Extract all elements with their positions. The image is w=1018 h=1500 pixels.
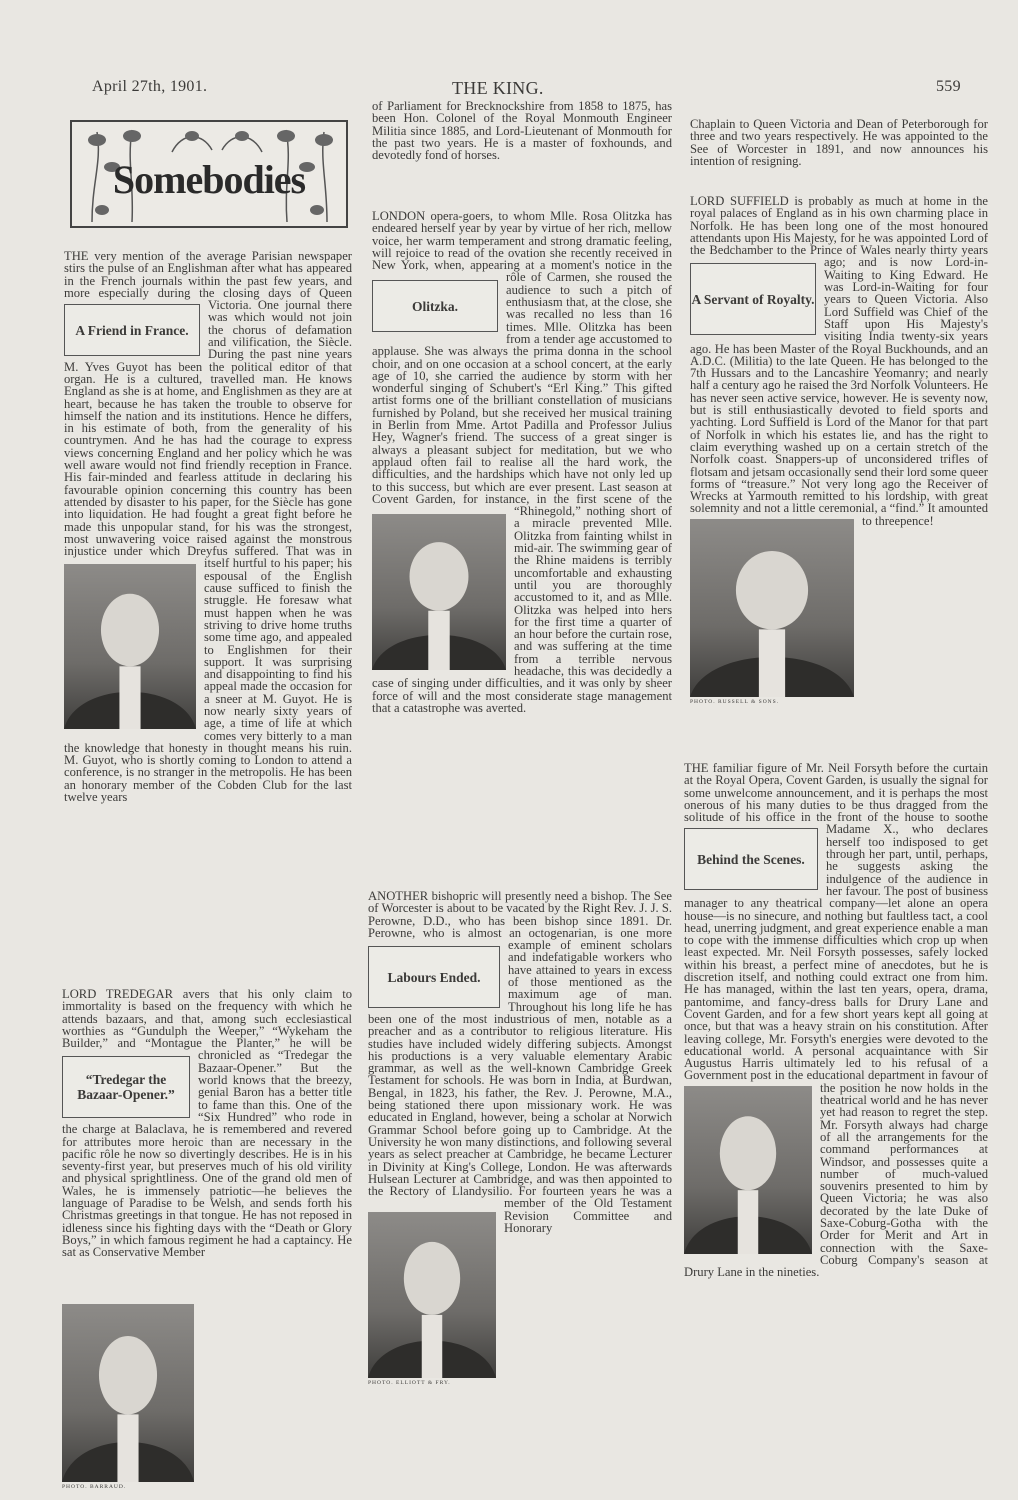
page-number: 559 — [936, 78, 961, 95]
article — [372, 210, 672, 714]
section-heading: “Tredegar the Bazaar-Opener.” — [77, 1072, 175, 1102]
portrait-icon — [372, 514, 506, 670]
portrait-icon — [368, 1212, 496, 1378]
photo-credit: PHOTO. BARRAUD. — [62, 1484, 127, 1490]
somebodies-logo — [70, 120, 348, 228]
article — [690, 118, 988, 167]
section-heading: A Servant of Royalty. — [691, 291, 815, 307]
section-heading-box — [368, 946, 500, 1008]
section-heading-box — [690, 263, 816, 335]
article — [372, 100, 672, 161]
photo-credit: PHOTO. ELLIOTT & FRY. — [368, 1380, 451, 1386]
article-text: of Parliament for Brecknockshire from 1858 to 1875, has been Hon. Colonel of the Royal Monmouth Engineer Militia since 1885, and Lord-Lieutenant of Monmouth for the past two years. He is a master of foxhounds, and devotedly fond of horses. — [372, 99, 672, 163]
section-heading-box — [64, 304, 200, 356]
section-heading-box — [62, 1056, 190, 1118]
portrait-icon — [690, 519, 854, 697]
section-heading-box — [372, 280, 498, 332]
portrait-icon — [62, 1304, 194, 1482]
portrait-photo — [64, 564, 196, 731]
article-text: LORD SUFFIELD is probably as much at home in the royal palaces of England as in his own charming place in Norfolk. He has been long one of the most honoured attendants upon His Majesty, for he was appointed Lord of the Bedchamber to the Prince of Wales nearly thirty years ago; and is now Lord-in-Waiting to King Edward. He was Lord-in-Waiting for four years to Queen Victoria. Also Lord Suffield was Chief of the Staff upon His Majesty's visiting India twenty-six years ago. He has been Master of the Royal Buckhounds, and an A.D.C. (Militia) to the late Queen. He has belonged to the 7th Hussars and to the Lancashire Yeomanry; and nearly half a century ago he raised the 3rd Norfolk Volunteers. He has never seen active service, however. He is seventy now, but is still enthusiastically devoted to field sports and yachting. Lord Suffield is Lord of the Manor for that part of Norfolk in which his estates lie, and has the right to claim everything washed up on a certain stretch of the Norfolk coast. Snappers-up of unconsidered trifles of flotsam and jetsam occasionally send their lord some queer forms of “treasure.” Not very long ago the Receiver of Wrecks at Yarmouth remitted to his lordship, with great solemnity and not a little ceremonial, a “find.” It amounted to threepence! — [690, 194, 988, 528]
section-heading-box — [684, 828, 818, 890]
section-heading: Behind the Scenes. — [697, 851, 805, 867]
section-heading: A Friend in France. — [75, 322, 189, 338]
article — [64, 250, 352, 803]
article — [368, 890, 672, 1389]
portrait-icon — [684, 1086, 812, 1254]
article-text: THE very mention of the average Parisian newspaper stirs the pulse of an Englishman after what has appeared in the French journals within the past few years, and more especially during the closing days of Queen Victoria. One journal there was which would not join the chorus of defamation and vilification, the Siècle. During the past nine years M. Yves Guyot has been the political editor of that organ. He is a cultured, travelled man. He knows England as she is at home, and Englishmen as they are at heart, because he has taken the trouble to observe for himself the nation and its institutions. Hence he differs, in his estimate of both, from the generality of his countrymen. And he has had the courage to express views concerning England and her policy which he was well aware would not find friendly reception in France. His fair-minded and fearless attitude in declaring his favourable opinion concerning this country has been attended by disaster to his paper, for the Siècle has gone into liquidation. He had fought a great fight before he made this unpopular stand, for his was the strongest, most unwavering voice raised against the monstrous injustice under which Dreyfus suffered. That was in itself hurtful to his paper; his espousal of the English cause sufficed to finish the struggle. He foresaw what must happen when he was striving to drive home truths some time ago, and appealed to Englishmen for their support. It was surprising and disappointing to find his appeal made the occasion for a sneer at M. Guyot. He is now nearly sixty years of age, a time of life at which comes very bitterly to a man the knowledge that honesty in thought means his ruin. M. Guyot, who is shortly coming to London to attend a conference, is no stranger in the metropolis. He has been an honorary member of the Cobden Club for the last twelve years — [64, 249, 352, 805]
article — [62, 988, 352, 1493]
portrait-icon — [64, 564, 196, 729]
portrait-photo — [62, 1304, 194, 1491]
portrait-photo — [372, 514, 506, 672]
article-text: LORD TREDEGAR avers that his only claim to immortality is based on the frequency with which he attends bazaars, and that, among such ecclesiastical worthies as “Gundulph the Weeper,” “Wykeham the Builder,” and “Montague the Planter,” he will be chronicled as “Tredegar the Bazaar-Opener.” But the world knows that the breezy, genial Baron has a better title to fame than this. One of the “Six Hundred” who rode in the charge at Balaclava, he is remembered and revered for attributes more heroic than are necessary in the pacific rôle he now so divertingly describes. He is in his seventy-first year, but preserves much of his old virility and physical sprightliness. One of the grand old men of Wales, he is immensely patriotic—he believes the language of Paradise to be Welsh, and sends forth his Christmas greetings in that tongue. He has not reposed in idleness since his fighting days with the “Death or Glory Boys,” in which famous regiment he had a captaincy. He sat as Conservative Member — [62, 987, 352, 1260]
article-text: LONDON opera-goers, to whom Mlle. Rosa Olitzka has endeared herself year by year by virtue of her rich, mellow voice, her warm temperament and strong dramatic feeling, will rejoice to read of the ovation she recently received in New York, when, appearing at a moment's notice in the rôle of Carmen, she roused the audience to such a pitch of enthusiasm that, at the close, she was recalled no less than 16 times. Mlle. Olitzka has been from a tender age accustomed to applause. She was always the prima donna in the school choir, and on one occasion at a school concert, at the early age of 10, she carried the audience by storm with her wonderful singing of Schubert's “Erl King.” This gifted artist forms one of the brilliant constellation of musicians furnished by Poland, but she received her musical training in Berlin from Mme. Artot Padilla and Professor Julius Hey, Wagner's friend. The success of a great singer is always a pleasant subject for meditation, but we who applaud often fail to realise all the hard work, the difficulties, and the hardships which have not only led up to this success, but which are ever present. Last season at Covent Garden, for instance, in the first scene of the “Rhinegold,” nothing short of a miracle prevented Mlle. Olitzka from fainting whilst in mid-air. The swimming gear of the Rhine maidens is terribly uncomfortable and exhausting until you are thoroughly accustomed to it, and as Mlle. Olitzka was helped into hers for the first time a quarter of an hour before the curtain rose, and was suffering at the time from a terrible nervous headache, this was decidedly a case of singing under difficulties, and it was only by sheer force of will and the most considerate stage management that a catastrophe was averted. — [372, 209, 672, 715]
publication-title: THE KING. — [452, 78, 544, 98]
article-text: ANOTHER bishopric will presently need a bishop. The See of Worcester is about to be vacated by the Right Rev. J. J. S. Perowne, D.D., who has been bishop since 1891. Dr. Perowne, who is almost an octogenarian, is one more example of eminent scholars and indefatigable workers who have attained to years in excess of those mentioned as the maximum age of man. Throughout his long life he has been one of the most industrious of men, notable as a preacher and as a contributor to religious literature. His studies have included widely differing subjects. Amongst his productions is a very valuable elementary Arabic grammar, as well as the well-known Cambridge Greek Testament for schools. He was born in India, at Burdwan, Bengal, in 1823, his father, the Rev. J. Perowne, M.A., being stationed there upon missionary work. He was educated in England, however, being a scholar at Norwich Grammar School before going up to Cambridge. At the University he won many distinctions, and following several years as select preacher at Cambridge, he became Lecturer in Divinity at King's College, London. He was afterwards Hulsean Lecturer at Cambridge, and was then appointed to the Rectory of Llandysilio. For fourteen years he was a member of the Old Testament Revision Committee and Honorary — [368, 889, 672, 1236]
article — [684, 762, 988, 1278]
portrait-photo — [368, 1212, 496, 1387]
section-heading: Olitzka. — [411, 298, 459, 314]
logo-title: Somebodies — [112, 157, 306, 202]
article — [690, 195, 988, 708]
photo-credit: PHOTO. RUSSELL & SONS. — [690, 699, 780, 705]
section-heading: Labours Ended. — [387, 969, 481, 985]
article-text: THE familiar figure of Mr. Neil Forsyth before the curtain at the Royal Opera, Covent Garden, is usually the signal for some unwelcome announcement, and it is perhaps the most onerous of his many duties to be thus dragged from the solitude of his office in the front of the house to soothe Madame X., who declares herself too indisposed to get through her part, until, perhaps, he suggests asking the indulgence of the audience in her favour. The post of business manager to any theatrical company—let alone an opera house—is no sinecure, and nothing but faultless tact, a cool head, unerring judgment, and great experience enable a man to cope with the immense difficulties which crop up when least expected. Mr. Neil Forsyth possesses, safely locked within his breast, a perfect mine of anecdotes, but he is discretion itself, and nothing could extract one from him. He has managed, within the last ten years, opera, drama, pantomime, and fancy-dress balls for Drury Lane and Covent Garden, and for a few short years kept all going at once, but that was a heavy strain on his constitution. After leaving college, Mr. Forsyth's energies were devoted to the educational world. A personal acquaintance with Sir Augustus Harris ultimately led to his refusal of a Government post in the educational department in favour of the position he now holds in the theatrical world and he has never yet had reason to regret the step. Mr. Forsyth always had charge of all the arrangements for the command performances at Windsor, and possesses quite a number of much-valued souvenirs presented to him by Queen Victoria; he was also decorated by the late Duke of Saxe-Coburg-Gotha with the Order for Merit and Art in connection with the Saxe-Coburg Company's season at Drury Lane in the nineties. — [684, 761, 988, 1280]
issue-date: April 27th, 1901. — [92, 78, 208, 95]
portrait-photo — [690, 519, 854, 706]
portrait-photo — [684, 1086, 812, 1256]
article-text: Chaplain to Queen Victoria and Dean of Peterborough for three and two years respectively. He was appointed to the See of Worcester in 1891, and now announces his intention of resigning. — [690, 117, 988, 168]
